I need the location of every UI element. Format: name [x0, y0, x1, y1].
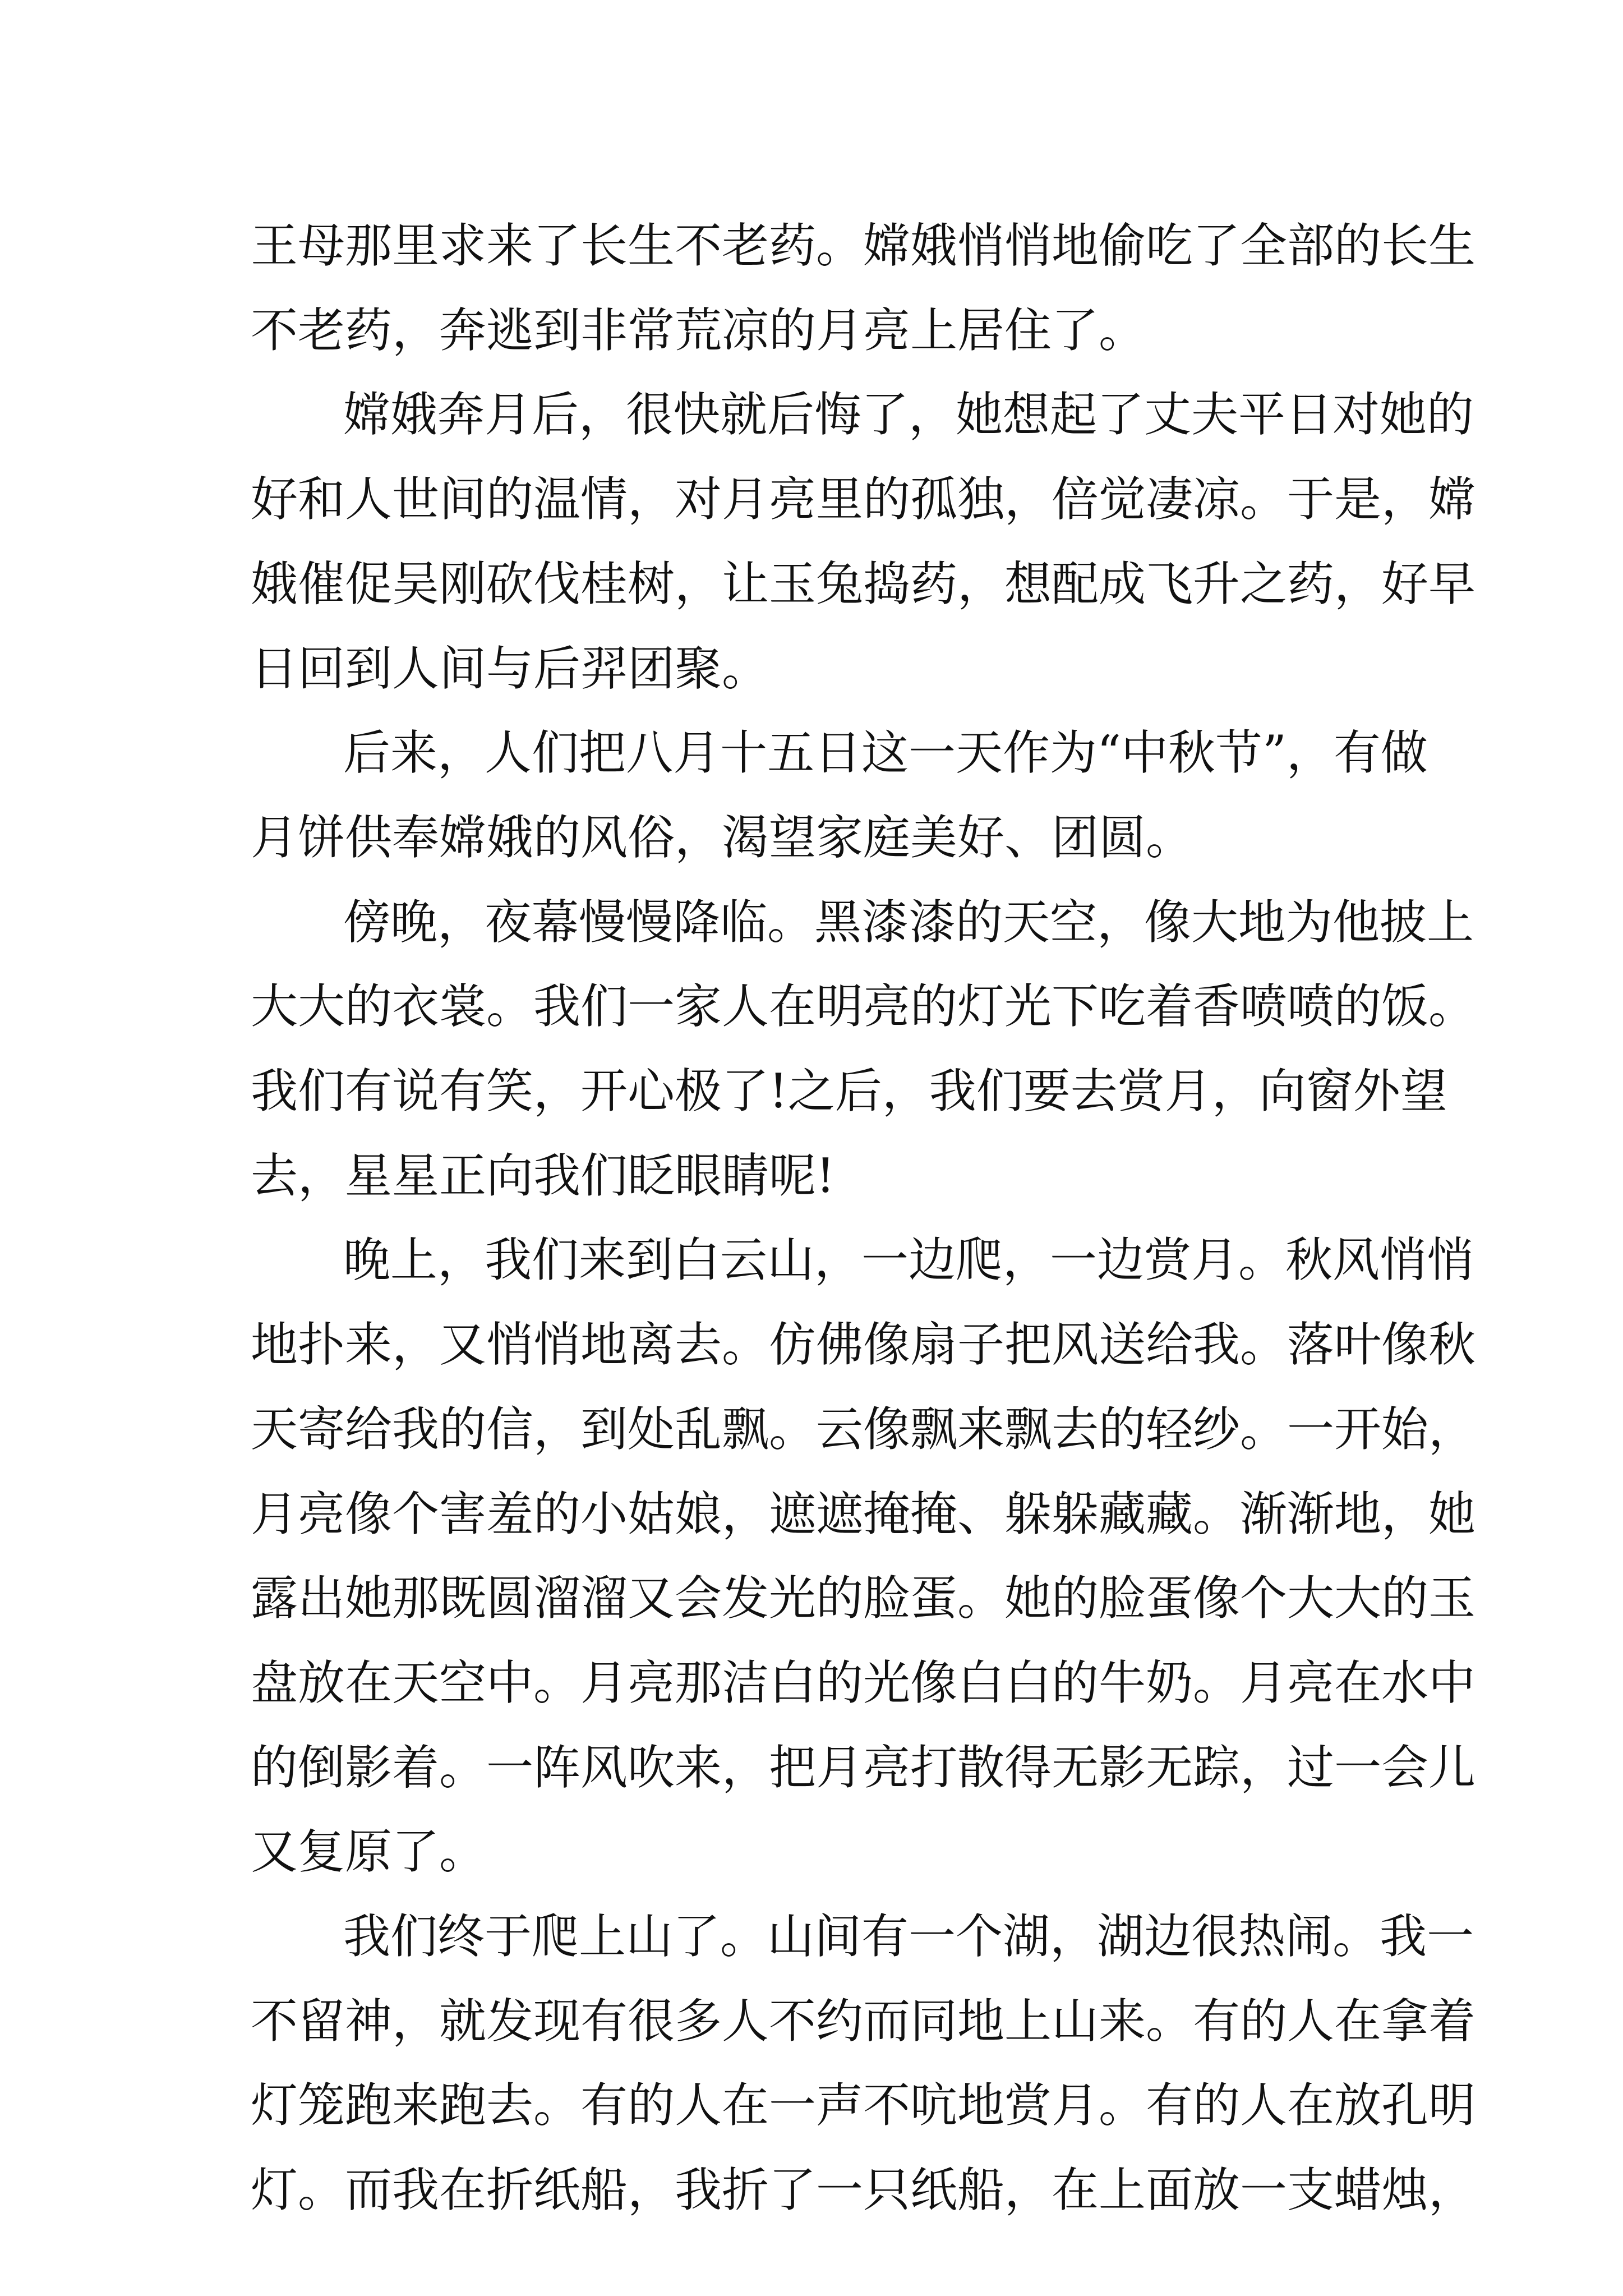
text-line: 我们有说有笑，开心极了!之后，我们要去赏月，向窗外望	[251, 1064, 1447, 1119]
text-line: 又复原了。	[251, 1824, 487, 1879]
text-line: 王母那里求来了长生不老药。嫦娥悄悄地偷吃了全部的长生	[251, 218, 1476, 273]
text-line: 月亮像个害羞的小姑娘，遮遮掩掩、躲躲藏藏。渐渐地，她	[251, 1487, 1476, 1542]
text-line: 日回到人间与后羿团聚。	[251, 641, 769, 696]
text-line: 好和人世间的温情，对月亮里的孤独，倍觉凄凉。于是，嫦	[251, 472, 1476, 527]
paragraph-first-line: 嫦娥奔月后，很快就后悔了，她想起了丈夫平日对她的	[343, 387, 1474, 442]
text-line: 娥催促吴刚砍伐桂树，让玉兔捣药，想配成飞升之药，好早	[251, 556, 1476, 611]
text-line: 地扑来，又悄悄地离去。仿佛像扇子把风送给我。落叶像秋	[251, 1317, 1476, 1372]
text-line: 不留神，就发现有很多人不约而同地上山来。有的人在拿着	[251, 1994, 1476, 2049]
paragraph-first-line: 晚上，我们来到白云山，一边爬，一边赏月。秋风悄悄	[343, 1232, 1474, 1287]
text-line: 露出她那既圆溜溜又会发光的脸蛋。她的脸蛋像个大大的玉	[251, 1571, 1476, 1626]
paragraph-first-line: 后来，人们把八月十五日这一天作为“中秋节”，有做	[343, 725, 1428, 780]
text-line: 的倒影着。一阵风吹来，把月亮打散得无影无踪，过一会儿	[251, 1740, 1476, 1795]
text-line: 月饼供奉嫦娥的风俗，渴望家庭美好、团圆。	[251, 810, 1193, 865]
text-line: 去，星星正向我们眨眼睛呢!	[251, 1148, 835, 1203]
text-line: 大大的衣裳。我们一家人在明亮的灯光下吃着香喷喷的饭。	[251, 979, 1476, 1034]
text-line: 天寄给我的信，到处乱飘。云像飘来飘去的轻纱。一开始，	[251, 1402, 1476, 1457]
paragraph-first-line: 傍晚，夜幕慢慢降临。黑漆漆的天空，像大地为他披上	[343, 895, 1474, 950]
text-line: 不老药，奔逃到非常荒凉的月亮上居住了。	[251, 303, 1146, 358]
paragraph-first-line: 我们终于爬上山了。山间有一个湖，湖边很热闹。我一	[343, 1909, 1474, 1964]
text-line: 盘放在天空中。月亮那洁白的光像白白的牛奶。月亮在水中	[251, 1655, 1476, 1710]
text-line: 灯。而我在折纸船，我折了一只纸船，在上面放一支蜡烛，	[251, 2162, 1476, 2217]
text-line: 灯笼跑来跑去。有的人在一声不吭地赏月。有的人在放孔明	[251, 2078, 1476, 2133]
